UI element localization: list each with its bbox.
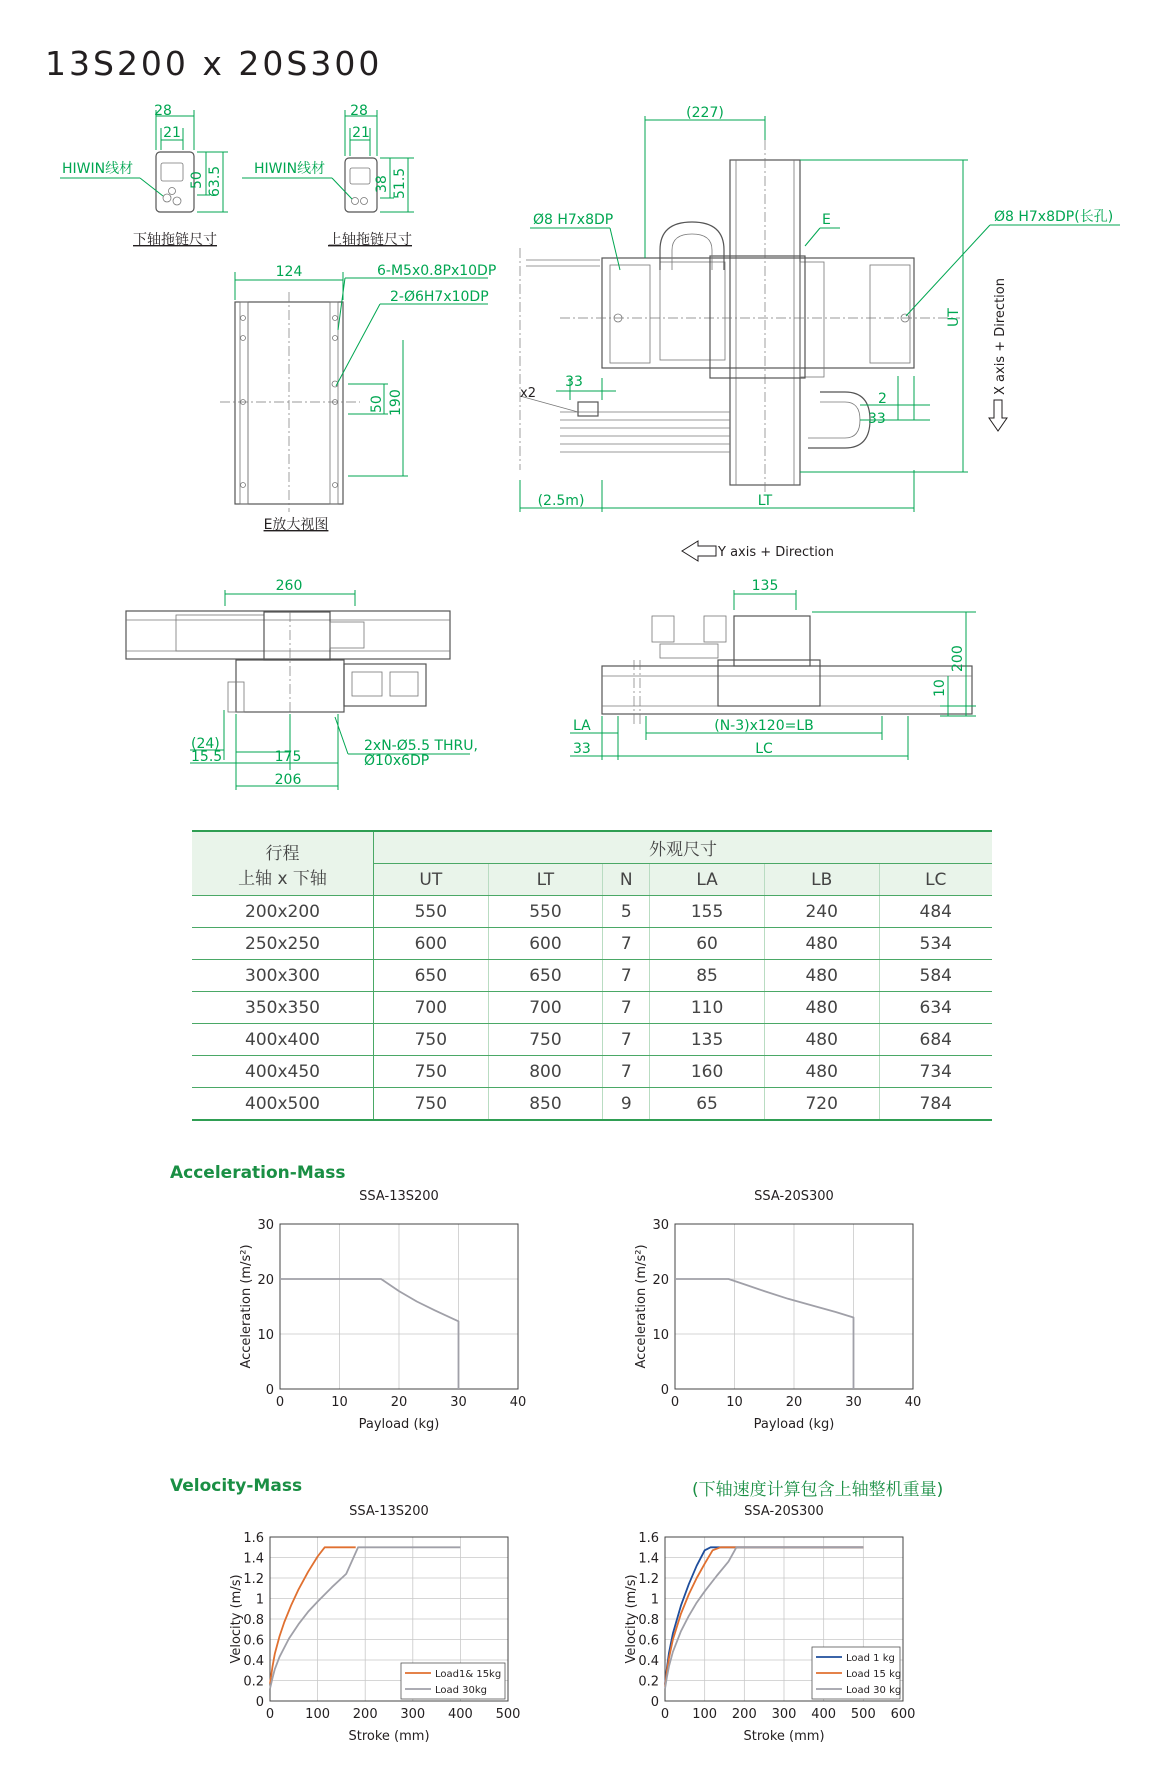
table-cell: 584 — [879, 960, 992, 992]
dim-thread-callout: 6-M5x0.8Px10DP — [377, 263, 497, 279]
legend-label: Load 30 kg — [846, 1685, 902, 1696]
table-cell: 60 — [650, 928, 765, 960]
acceleration-section-title: Acceleration-Mass — [170, 1163, 346, 1183]
table-cell-stroke: 400x500 — [192, 1088, 374, 1121]
y-axis-label: Velocity (m/s) — [624, 1574, 639, 1664]
table-row — [192, 992, 992, 1024]
x-tick-label: 500 — [850, 1707, 876, 1722]
table-cell: 484 — [879, 896, 992, 928]
table-cell: 600 — [374, 928, 489, 960]
cable-brand-label: HIWIN线材 — [254, 161, 326, 177]
velocity-note: (下轴速度计算包含上轴整机重量) — [692, 1480, 944, 1500]
column-header-ut: UT — [374, 864, 489, 896]
dim-height: 63.5 — [207, 165, 223, 197]
x-tick-label: 0 — [670, 1395, 680, 1410]
x-tick-label: 400 — [447, 1707, 473, 1722]
table-cell: 135 — [650, 1024, 765, 1056]
cable-brand-label: HIWIN线材 — [62, 161, 134, 177]
dim-inner-height: 50 — [189, 171, 205, 189]
dim-lb: (N-3)x120=LB — [714, 718, 814, 734]
dim-counterbore: Ø10x6DP — [364, 753, 430, 769]
dim-175: 175 — [274, 749, 302, 765]
table-cell-stroke: 400x450 — [192, 1056, 374, 1088]
y-tick-label: 0 — [265, 1383, 274, 1398]
table-cell: 480 — [764, 992, 879, 1024]
x-tick-label: 20 — [785, 1395, 803, 1410]
y-tick-label: 0.2 — [638, 1674, 659, 1690]
chart-title: SSA-13S200 — [349, 1504, 429, 1519]
stroke-header — [192, 831, 374, 896]
x-axis-label: Stroke (mm) — [743, 1729, 825, 1744]
y-tick-label: 0 — [255, 1695, 264, 1710]
y-tick-label: 0.8 — [243, 1613, 264, 1628]
table-cell: 480 — [764, 928, 879, 960]
dim-200: 200 — [950, 645, 966, 672]
table-cell: 7 — [603, 1056, 650, 1088]
x-tick-label: 100 — [692, 1707, 718, 1722]
table-cell: 684 — [879, 1024, 992, 1056]
table-cell: 650 — [374, 960, 489, 992]
table-cell-stroke: 300x300 — [192, 960, 374, 992]
table-cell: 734 — [879, 1056, 992, 1088]
legend-label: Load 1 kg — [846, 1653, 895, 1664]
page-title: 13S200 x 20S300 — [45, 44, 383, 83]
dim-lt: LT — [757, 493, 773, 509]
accel-chart-20s300 — [634, 1180, 1005, 1450]
column-header-lt: LT — [488, 864, 603, 896]
table-cell: 800 — [488, 1056, 603, 1088]
chart-title: SSA-13S200 — [359, 1189, 439, 1204]
y-tick-label: 0.4 — [243, 1654, 264, 1669]
table-cell: 650 — [488, 960, 603, 992]
x-tick-label: 200 — [731, 1707, 757, 1722]
x-tick-label: 10 — [726, 1395, 743, 1410]
velocity-section-title: Velocity-Mass — [170, 1476, 303, 1496]
dim-ut: UT — [946, 308, 962, 327]
table-cell: 5 — [603, 896, 650, 928]
table-cell: 850 — [488, 1088, 603, 1121]
table-cell: 480 — [764, 1024, 879, 1056]
x-tick-label: 40 — [904, 1395, 922, 1410]
legend-label: Load 30kg — [435, 1685, 488, 1696]
table-cell: 550 — [488, 896, 603, 928]
x-axis-label: Stroke (mm) — [348, 1729, 430, 1744]
x-tick-label: 40 — [509, 1395, 527, 1410]
table-row — [192, 1056, 992, 1088]
dim-overall: (227) — [686, 105, 724, 121]
velocity-chart-13s200 — [229, 1495, 610, 1776]
y-tick-label: 30 — [652, 1218, 669, 1233]
table-cell: 480 — [764, 1056, 879, 1088]
y-tick-label: 20 — [257, 1273, 274, 1288]
dim-width: 28 — [350, 103, 368, 119]
y-tick-label: 30 — [257, 1218, 274, 1233]
dim-135: 135 — [751, 578, 779, 594]
cable-chain-lower-section — [60, 103, 228, 248]
dim-inner-height: 38 — [374, 175, 390, 193]
y-tick-label: 1.2 — [638, 1572, 659, 1587]
dim-pin-hole: Ø8 H7x8DP — [533, 212, 614, 228]
table-cell: 480 — [764, 960, 879, 992]
table-cell: 7 — [603, 992, 650, 1024]
table-cell: 750 — [374, 1056, 489, 1088]
dim-gap: 2 — [878, 391, 887, 407]
table-cell: 784 — [879, 1088, 992, 1121]
dim-la: LA — [573, 718, 591, 734]
y-axis-label: Velocity (m/s) — [229, 1574, 244, 1664]
x-tick-label: 500 — [495, 1707, 521, 1722]
y-tick-label: 1 — [255, 1592, 264, 1608]
dim-width: 28 — [154, 103, 172, 119]
dim-cable-length: (2.5m) — [537, 493, 585, 509]
table-cell: 9 — [603, 1088, 650, 1121]
table-cell-stroke: 250x250 — [192, 928, 374, 960]
table-row — [192, 1024, 992, 1056]
x-tick-label: 300 — [400, 1707, 426, 1722]
y-tick-label: 0.2 — [243, 1674, 264, 1690]
y-tick-label: 0.8 — [638, 1613, 659, 1628]
table-cell: 700 — [374, 992, 489, 1024]
y-axis-label: Acceleration (m/s²) — [239, 1244, 254, 1369]
dim-offset-2: 33 — [868, 411, 886, 427]
y-direction-indicator — [682, 541, 834, 561]
dim-10: 10 — [932, 679, 948, 697]
y-tick-label: 0 — [650, 1695, 659, 1710]
table-cell: 550 — [374, 896, 489, 928]
column-header-la: LA — [650, 864, 765, 896]
y-tick-label: 0.6 — [243, 1633, 264, 1649]
table-row — [192, 928, 992, 960]
table-cell-stroke: 350x350 — [192, 992, 374, 1024]
dim-thru-holes: 2xN-Ø5.5 THRU, — [364, 738, 478, 754]
x-axis-label: Payload (kg) — [753, 1417, 835, 1432]
y-axis-label: Acceleration (m/s²) — [634, 1244, 649, 1369]
dim-206: 206 — [274, 772, 302, 788]
engineering-drawing — [0, 90, 1158, 790]
y-tick-label: 1.6 — [243, 1531, 264, 1546]
table-body — [192, 896, 992, 1121]
x-tick-label: 20 — [390, 1395, 408, 1410]
dim-pin-spacing: 50 — [369, 395, 385, 413]
x-tick-label: 200 — [352, 1707, 378, 1722]
dimensions-group-header: 外观尺寸 — [374, 831, 993, 864]
y-tick-label: 1 — [650, 1592, 659, 1608]
y-tick-label: 10 — [257, 1328, 274, 1343]
column-header-n: N — [603, 864, 650, 896]
dim-33: 33 — [573, 741, 591, 757]
y-tick-label: 10 — [652, 1328, 669, 1343]
dim-inner-width: 21 — [163, 125, 181, 141]
accel-chart-13s200 — [239, 1180, 610, 1450]
chart-title: SSA-20S300 — [744, 1504, 824, 1519]
table-cell: 534 — [879, 928, 992, 960]
table-cell: 7 — [603, 928, 650, 960]
table-cell: 720 — [764, 1088, 879, 1121]
x-tick-label: 0 — [275, 1395, 285, 1410]
dim-height: 190 — [388, 389, 404, 416]
y-direction-arrow-icon — [682, 541, 716, 561]
detail-marker: E — [822, 212, 831, 228]
y-tick-label: 0.4 — [638, 1654, 659, 1669]
x-tick-label: 30 — [450, 1395, 467, 1410]
top-view — [520, 105, 1120, 512]
chart-title: SSA-20S300 — [754, 1189, 834, 1204]
y-tick-label: 1.6 — [638, 1531, 659, 1546]
x-tick-label: 0 — [265, 1707, 275, 1722]
dim-pin-callout: 2-Ø6H7x10DP — [390, 289, 489, 305]
x-tick-label: 300 — [771, 1707, 797, 1722]
detail-view-e — [220, 263, 496, 533]
dim-lc: LC — [755, 741, 773, 757]
dim-15-5: 15.5 — [191, 749, 223, 765]
x-tick-label: 600 — [890, 1707, 916, 1722]
x-direction-label: X axis + Direction — [993, 278, 1008, 395]
side-view — [570, 578, 976, 760]
table-row — [192, 896, 992, 928]
y-direction-label: Y axis + Direction — [718, 545, 835, 560]
table-row — [192, 960, 992, 992]
stroke-header-line1: 行程 — [265, 843, 300, 864]
table-cell: 750 — [374, 1024, 489, 1056]
table-cell: 7 — [603, 960, 650, 992]
table-cell: 750 — [374, 1088, 489, 1121]
y-tick-label: 0.6 — [638, 1633, 659, 1649]
table-cell: 600 — [488, 928, 603, 960]
dim-width: 124 — [275, 264, 303, 280]
x-direction-arrow-icon — [989, 400, 1007, 431]
table-cell: 110 — [650, 992, 765, 1024]
table-cell: 65 — [650, 1088, 765, 1121]
legend-label: Load 15 kg — [846, 1669, 902, 1680]
table-cell-stroke: 400x400 — [192, 1024, 374, 1056]
dim-inner-width: 21 — [352, 125, 370, 141]
table-row — [192, 1088, 992, 1121]
table-cell: 240 — [764, 896, 879, 928]
table-cell: 160 — [650, 1056, 765, 1088]
table-cell: 634 — [879, 992, 992, 1024]
cable-chain-lower-caption: 下轴拖链尺寸 — [133, 232, 217, 248]
y-tick-label: 0 — [660, 1383, 669, 1398]
x-tick-label: 400 — [811, 1707, 837, 1722]
spec-table — [192, 830, 992, 1121]
x-tick-label: 30 — [845, 1395, 862, 1410]
cable-chain-upper-section — [242, 103, 414, 248]
dim-height: 51.5 — [392, 167, 408, 199]
table-cell-stroke: 200x200 — [192, 896, 374, 928]
x-tick-label: 10 — [331, 1395, 348, 1410]
front-view — [126, 578, 478, 790]
y-tick-label: 1.4 — [638, 1551, 659, 1567]
stroke-header-line2: 上轴 x 下轴 — [238, 868, 327, 889]
dim-offset: 33 — [565, 374, 583, 390]
dim-260: 260 — [275, 578, 303, 594]
table-cell: 700 — [488, 992, 603, 1024]
column-header-lb: LB — [764, 864, 879, 896]
velocity-chart-20s300 — [624, 1495, 1005, 1776]
y-tick-label: 1.2 — [243, 1572, 264, 1587]
table-cell: 155 — [650, 896, 765, 928]
y-tick-label: 1.4 — [243, 1551, 264, 1567]
dim-24: (24) — [191, 736, 220, 752]
detail-view-caption: E放大视图 — [263, 517, 329, 533]
x-tick-label: 0 — [660, 1707, 670, 1722]
x-axis-label: Payload (kg) — [358, 1417, 440, 1432]
cable-chain-upper-caption: 上轴拖链尺寸 — [328, 232, 412, 248]
table-cell: 7 — [603, 1024, 650, 1056]
dim-slot-hole: Ø8 H7x8DP(长孔) — [994, 209, 1114, 225]
table-cell: 85 — [650, 960, 765, 992]
series-line — [270, 1547, 356, 1683]
table-cell: 750 — [488, 1024, 603, 1056]
cable-count: x2 — [520, 386, 536, 401]
y-tick-label: 20 — [652, 1273, 669, 1288]
column-header-lc: LC — [879, 864, 992, 896]
x-tick-label: 100 — [305, 1707, 331, 1722]
legend-label: Load1& 15kg — [435, 1669, 502, 1680]
